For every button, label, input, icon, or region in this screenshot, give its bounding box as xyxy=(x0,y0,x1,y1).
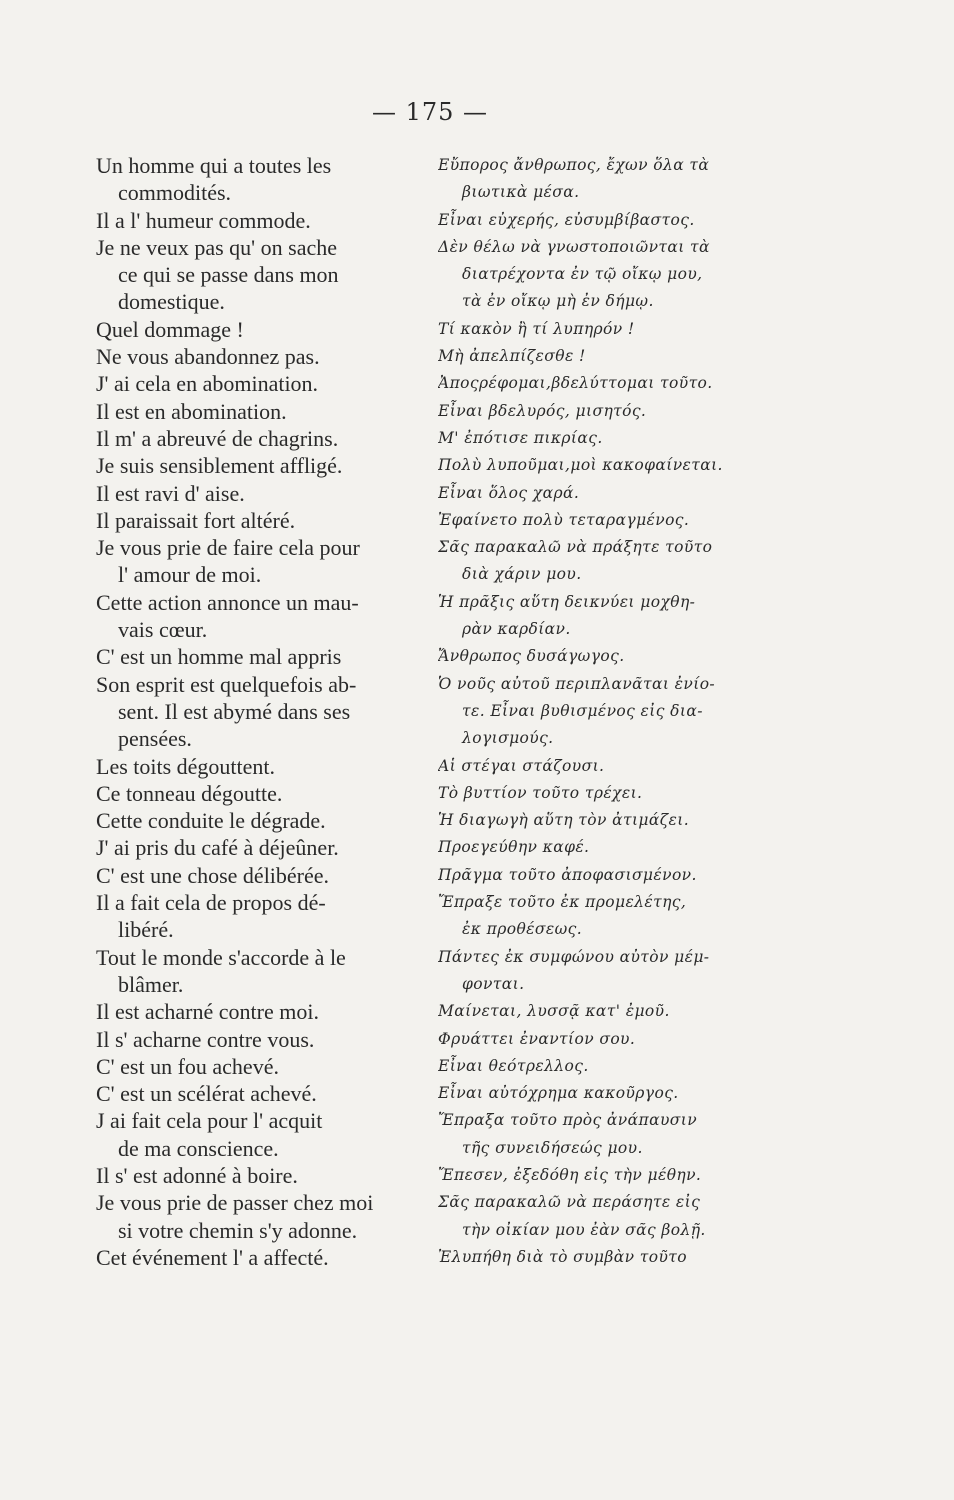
entry-row xyxy=(96,807,776,834)
french-phrase xyxy=(96,1026,428,1053)
greek-line: Ἄνθρωπος δυσάγωγος. xyxy=(438,647,625,666)
french-line: Il a fait cela de propos dé- xyxy=(96,890,326,916)
french-phrase xyxy=(96,480,428,507)
greek-translation xyxy=(438,834,776,861)
french-phrase xyxy=(96,507,428,534)
french-line: de ma conscience. xyxy=(118,1135,279,1161)
french-phrase xyxy=(96,1107,428,1162)
french-line: sent. Il est abymé dans ses xyxy=(118,698,351,724)
french-phrase xyxy=(96,671,428,753)
page-number: — 175 — xyxy=(371,98,489,126)
french-line: Il paraissait fort altéré. xyxy=(96,507,296,533)
french-line: ce qui se passe dans mon xyxy=(118,262,339,288)
greek-line: Πολὺ λυποῦμαι,μοὶ κακοφαίνεται. xyxy=(438,456,723,475)
french-line: Son esprit est quelquefois ab- xyxy=(96,671,357,697)
greek-line: Μαίνεται, λυσσᾷ κατ' ἐμοῦ. xyxy=(438,1002,670,1021)
french-line: Un homme qui a toutes les xyxy=(96,153,332,178)
entry-row xyxy=(96,1107,776,1162)
french-phrase xyxy=(96,780,428,807)
greek-line: Σᾶς παρακαλῶ νὰ περάσητε εἰς xyxy=(438,1193,701,1212)
french-line: C' est une chose délibérée. xyxy=(96,862,330,888)
french-phrase xyxy=(96,643,428,670)
french-line: Il est ravi d' aise. xyxy=(96,480,245,506)
french-line: Ne vous abandonnez pas. xyxy=(96,344,320,370)
french-phrase xyxy=(96,862,428,889)
greek-translation xyxy=(438,1080,776,1107)
greek-translation xyxy=(438,370,776,397)
greek-line: Ἡ πρᾶξις αὕτη δεικνύει μοχθη- xyxy=(438,592,696,611)
entry-row xyxy=(96,589,776,644)
greek-line: Εὔπορος ἄνθρωπος, ἔχων ὅλα τὰ xyxy=(438,156,710,174)
french-line: Cette action annonce un mau- xyxy=(96,589,359,615)
greek-translation xyxy=(438,316,776,343)
french-phrase xyxy=(96,343,428,370)
french-phrase xyxy=(96,944,428,999)
greek-translation xyxy=(438,507,776,534)
french-line: C' est un fou achevé. xyxy=(96,1053,279,1079)
french-phrase xyxy=(96,207,428,234)
entry-row xyxy=(96,152,776,207)
french-phrase xyxy=(96,425,428,452)
french-phrase xyxy=(96,370,428,397)
greek-line: φονται. xyxy=(462,974,525,993)
entry-row xyxy=(96,398,776,425)
entry-row xyxy=(96,507,776,534)
greek-translation xyxy=(438,1189,776,1244)
entry-row xyxy=(96,780,776,807)
entry-row xyxy=(96,1162,776,1189)
greek-line: Ἔπραξα τοῦτο πρὸς ἀνάπαυσιν xyxy=(438,1111,698,1130)
french-line: Il s' est adonné à boire. xyxy=(96,1162,298,1188)
french-phrase xyxy=(96,1162,428,1189)
entries-list xyxy=(96,152,776,1271)
french-line: Les toits dégouttent. xyxy=(96,753,276,779)
greek-line: διὰ χάριν μου. xyxy=(462,565,582,584)
french-line: Il s' acharne contre vous. xyxy=(96,1026,315,1052)
greek-line: Ἐλυπήθη διὰ τὸ συμβὰν τοῦτο xyxy=(438,1247,688,1266)
greek-line: Ἔπεσεν, ἐξεδόθη εἰς τὴν μέθην. xyxy=(438,1165,702,1184)
greek-line: Εἶναι ὅλος χαρά. xyxy=(438,483,580,502)
greek-translation xyxy=(438,1107,776,1162)
french-phrase xyxy=(96,316,428,343)
greek-translation xyxy=(438,207,776,234)
entry-row xyxy=(96,343,776,370)
french-phrase xyxy=(96,1080,428,1107)
greek-translation xyxy=(438,998,776,1025)
greek-translation xyxy=(438,807,776,834)
french-line: Cette conduite le dégrade. xyxy=(96,808,326,834)
greek-line: Αἱ στέγαι στάζουσι. xyxy=(438,756,605,775)
french-line: J' ai cela en abomination. xyxy=(96,371,319,397)
french-line: Il m' a abreuvé de chagrins. xyxy=(96,425,339,451)
greek-line: Εἶναι θεότρελλος. xyxy=(438,1056,589,1075)
french-phrase xyxy=(96,234,428,316)
greek-line: ἐκ προθέσεως. xyxy=(462,920,583,939)
greek-line: Δὲν θέλω νὰ γνωστοποιῶνται τὰ xyxy=(438,237,710,256)
french-line: pensées. xyxy=(118,726,192,752)
entry-row xyxy=(96,452,776,479)
greek-line: τὰ ἐν οἴκῳ μὴ ἐν δήμῳ. xyxy=(462,292,654,311)
french-line: Ce tonneau dégoutte. xyxy=(96,780,283,806)
greek-translation xyxy=(438,753,776,780)
entry-row xyxy=(96,480,776,507)
french-phrase xyxy=(96,398,428,425)
greek-translation xyxy=(438,480,776,507)
greek-translation xyxy=(438,889,776,944)
entry-row xyxy=(96,643,776,670)
greek-line: τε. Εἶναι βυθισμένος εἰς δια- xyxy=(462,701,703,720)
french-line: commodités. xyxy=(118,180,232,206)
greek-line: Ἡ διαγωγὴ αὕτη τὸν ἀτιμάζει. xyxy=(438,811,690,830)
greek-translation xyxy=(438,944,776,999)
entry-row xyxy=(96,207,776,234)
greek-translation xyxy=(438,589,776,644)
entry-row xyxy=(96,671,776,753)
entry-row xyxy=(96,753,776,780)
greek-line: Τί κακὸν ἢ τί λυπηρόν ! xyxy=(438,319,635,338)
greek-line: Εἶναι εὐχερής, εὐσυμβίβαστος. xyxy=(438,210,695,229)
greek-translation xyxy=(438,452,776,479)
french-line: domestique. xyxy=(118,289,225,315)
greek-line: ρὰν καρδίαν. xyxy=(462,620,571,639)
french-phrase xyxy=(96,753,428,780)
greek-line: τὴν οἰκίαν μου ἐὰν σᾶς βολῇ. xyxy=(462,1220,706,1239)
french-phrase xyxy=(96,152,428,207)
greek-line: τῆς συνειδήσεώς μου. xyxy=(462,1138,643,1157)
french-phrase xyxy=(96,534,428,589)
greek-line: Ἐφαίνετο πολὺ τεταραγμένος. xyxy=(438,510,690,529)
greek-line: Μὴ ἀπελπίζεσθε ! xyxy=(438,347,586,366)
greek-translation xyxy=(438,643,776,670)
french-line: J ai fait cela pour l' acquit xyxy=(96,1108,323,1134)
greek-line: βιωτικὰ μέσα. xyxy=(462,183,580,202)
french-line: Je ne veux pas qu' on sache xyxy=(96,234,338,260)
french-line: Il est en abomination. xyxy=(96,398,287,424)
greek-translation xyxy=(438,1053,776,1080)
entry-row xyxy=(96,234,776,316)
entry-row xyxy=(96,944,776,999)
greek-translation xyxy=(438,862,776,889)
entry-row xyxy=(96,316,776,343)
french-line: Je vous prie de faire cela pour xyxy=(96,535,360,561)
greek-line: Τὸ βυττίον τοῦτο τρέχει. xyxy=(438,783,643,802)
greek-line: Ἔπραξε τοῦτο ἐκ προμελέτης, xyxy=(438,893,687,912)
entry-row xyxy=(96,1189,776,1244)
greek-line: Ὁ νοῦς αὐτοῦ περιπλανᾶται ἐνίο- xyxy=(438,674,716,693)
french-phrase xyxy=(96,1053,428,1080)
greek-translation xyxy=(438,1244,776,1271)
french-line: Il est acharné contre moi. xyxy=(96,999,319,1025)
greek-line: Προεγεύθην καφέ. xyxy=(438,838,590,857)
french-line: l' amour de moi. xyxy=(118,562,262,588)
french-line: Tout le monde s'accorde à le xyxy=(96,944,346,970)
french-line: libéré. xyxy=(118,917,174,943)
greek-translation xyxy=(438,1026,776,1053)
entry-row xyxy=(96,862,776,889)
french-line: Je suis sensiblement affligé. xyxy=(96,453,343,479)
french-phrase xyxy=(96,1189,428,1244)
french-line: vais cœur. xyxy=(118,617,208,643)
greek-line: Εἶναι αὐτόχρημα κακοῦργος. xyxy=(438,1084,679,1103)
greek-translation xyxy=(438,234,776,316)
greek-translation xyxy=(438,398,776,425)
greek-line: Εἶναι βδελυρός, μισητός. xyxy=(438,401,647,420)
greek-translation xyxy=(438,152,776,207)
greek-line: Σᾶς παρακαλῶ νὰ πράξητε τοῦτο xyxy=(438,538,713,557)
greek-translation xyxy=(438,780,776,807)
greek-line: λογισμούς. xyxy=(462,729,554,748)
entry-row xyxy=(96,370,776,397)
greek-line: Πάντες ἐκ συμφώνου αὐτὸν μέμ- xyxy=(438,947,710,966)
greek-line: Πρᾶγμα τοῦτο ἀποφασισμένον. xyxy=(438,865,697,884)
french-phrase xyxy=(96,889,428,944)
french-phrase xyxy=(96,998,428,1025)
entry-row xyxy=(96,534,776,589)
french-line: Il a l' humeur commode. xyxy=(96,207,311,233)
entry-row xyxy=(96,834,776,861)
greek-translation xyxy=(438,425,776,452)
french-phrase xyxy=(96,452,428,479)
french-line: blâmer. xyxy=(118,971,184,997)
french-line: Quel dommage ! xyxy=(96,316,244,342)
french-line: C' est un homme mal appris xyxy=(96,644,342,670)
entry-row xyxy=(96,889,776,944)
french-phrase xyxy=(96,1244,428,1271)
french-phrase xyxy=(96,807,428,834)
greek-translation xyxy=(438,534,776,589)
french-line: si votre chemin s'y adonne. xyxy=(118,1217,358,1243)
entry-row xyxy=(96,1244,776,1271)
entry-row xyxy=(96,1026,776,1053)
greek-translation xyxy=(438,671,776,753)
french-line: Je vous prie de passer chez moi xyxy=(96,1190,374,1216)
french-line: Cet événement l' a affecté. xyxy=(96,1244,329,1270)
french-phrase xyxy=(96,834,428,861)
greek-translation xyxy=(438,343,776,370)
greek-line: Μ' ἐπότισε πικρίας. xyxy=(438,428,603,447)
entry-row xyxy=(96,998,776,1025)
entry-row xyxy=(96,425,776,452)
french-line: J' ai pris du café à déjeûner. xyxy=(96,835,339,861)
greek-translation xyxy=(438,1162,776,1189)
entry-row xyxy=(96,1080,776,1107)
entry-row xyxy=(96,1053,776,1080)
french-phrase xyxy=(96,589,428,644)
french-line: C' est un scélérat achevé. xyxy=(96,1081,317,1107)
greek-line: Ἀποςρέφομαι,βδελύττομαι τοῦτο. xyxy=(438,374,713,393)
greek-line: Φρυάττει ἐναντίον σου. xyxy=(438,1029,636,1048)
greek-line: διατρέχοντα ἐν τῷ οἴκῳ μου, xyxy=(462,265,703,284)
